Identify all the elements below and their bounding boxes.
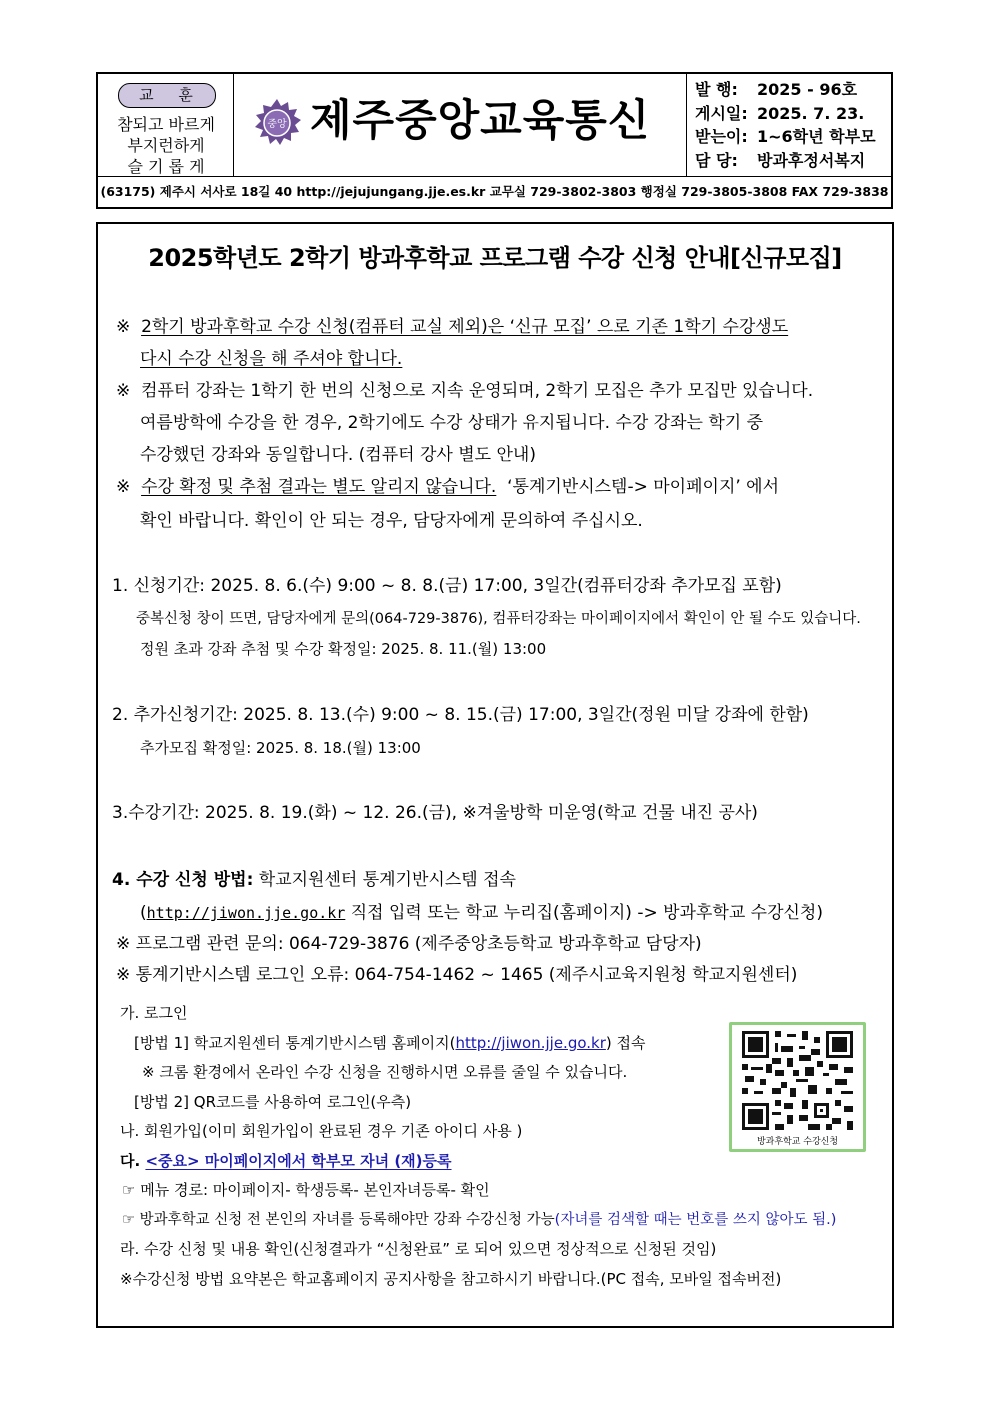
method-text: ) 접속 (605, 1034, 646, 1052)
step-da (120, 1150, 452, 1172)
newsletter-header (96, 72, 893, 209)
issue-row (695, 78, 876, 102)
section-1-heading: 1. 신청기간: 2025. 8. 6.(수) 9:00 ~ 8. 8.(금) 17:00, 3일간(컴퓨터강좌 추가모집 포함) (112, 576, 782, 596)
section-4-text: 학교지원센터 통계기반시스템 접속 (258, 870, 516, 890)
summary-note: ※수강신청 방법 요약본은 학교홈페이지 공지사항을 참고하시기 바랍니다.(PC 접속, 모바일 접속버전) (120, 1270, 782, 1288)
notice-title: 2025학년도 2학기 방과후학교 프로그램 수강 신청 안내[신규모집] (148, 244, 842, 272)
reference-mark: ※ (116, 477, 131, 497)
motto-line: 슬 기 롭 게 (127, 157, 205, 176)
chrome-note: ※ 크롬 환경에서 온라인 수강 신청을 진행하시면 오류를 줄일 수 있습니다. (142, 1063, 628, 1081)
login-method-1 (134, 1032, 646, 1054)
issue-row (695, 149, 876, 173)
newsletter-title-area (234, 74, 686, 176)
note-text: ☞ 방과후학교 신청 전 본인의 자녀를 등록해야만 강좌 수강신청 가능 (122, 1212, 555, 1228)
step-da-text: <중요> 마이페이지에서 학부모 자녀 (재)등록 (145, 1152, 452, 1170)
step-da-label: 다. (120, 1152, 141, 1170)
motto-line: 부지런하게 (127, 136, 205, 155)
section-2-heading: 2. 추가신청기간: 2025. 8. 13.(수) 9:00 ~ 8. 15.(금) 17:00, 3일간(정원 미달 강좌에 한함) (112, 705, 809, 725)
login-method-2: [방법 2] QR코드를 사용하여 로그인(우측) (134, 1093, 412, 1111)
section-2-line-2: 추가모집 확정일: 2025. 8. 18.(월) 13:00 (140, 739, 421, 757)
section-4-line-4: ※ 통계기반시스템 로그인 오류: 064-754-1462 ~ 1465 (제주시교육지원청 학교지원센터) (116, 965, 798, 985)
issue-info (686, 74, 891, 176)
issue-label: 발 행: (695, 80, 738, 99)
step-ga: 가. 로그인 (120, 1004, 188, 1022)
section-1-line-2: 중복신청 창이 뜨면, 담당자에게 문의(064-729-3876), 컴퓨터강좌는 마이페이지에서 확인이 안 될 수도 있습니다. (136, 611, 861, 627)
section-4-text: 직접 입력 또는 학교 누리집(홈페이지) -> 방과후학교 수강신청) (345, 903, 823, 923)
notice-body (96, 222, 894, 1328)
section-4-heading (112, 869, 516, 891)
note-2-line-1 (116, 380, 813, 402)
motto-line: 참되고 바르게 (117, 115, 215, 134)
motto-badge: 교 훈 (118, 83, 216, 108)
issue-value: 2025 - 96호 (757, 80, 858, 99)
issue-value: 방과후정서복지 (757, 150, 866, 170)
note-3-line-2: 확인 바랍니다. 확인이 안 되는 경우, 담당자에게 문의하여 주십시오. (140, 511, 643, 531)
note-2-line-3: 수강했던 강좌와 동일합니다. (컴퓨터 강사 별도 안내) (140, 445, 536, 465)
note-2-line-2: 여름방학에 수강을 한 경우, 2학기에도 수강 상태가 유지됩니다. 수강 강좌는 학기 중 (140, 413, 763, 433)
issue-label: 게시일: (695, 103, 748, 123)
qr-code-card[interactable] (729, 1022, 866, 1152)
child-registration-note (122, 1209, 836, 1231)
issue-value: 1~6학년 학부모 (757, 127, 876, 146)
school-logo-icon (252, 98, 302, 148)
jiwon-link[interactable]: http://jiwon.jje.go.kr (455, 1034, 606, 1052)
logo-text: 중앙 (267, 119, 287, 130)
issue-label: 담 당: (695, 150, 738, 170)
note-text: ‘통계기반시스템-> 마이페이지’ 에서 (507, 477, 780, 497)
note-3-line-1 (116, 476, 779, 498)
issue-label: 받는이: (695, 127, 748, 146)
qr-code-icon (742, 1031, 853, 1130)
school-motto (98, 74, 234, 176)
issue-row (695, 102, 876, 126)
school-address: (63175) 제주시 서사로 18길 40 http://jejujungang.jje.es.kr 교무실 729-3802-3803 행정실 729-3805-3808 FAX 729-3838 (98, 176, 891, 207)
section-4-line-2 (140, 902, 823, 924)
note-text-blue: (자녀를 검색할 때는 번호를 쓰지 않아도 됨.) (554, 1212, 837, 1228)
section-4-line-3: ※ 프로그램 관련 문의: 064-729-3876 (제주중앙초등학교 방과후학교 담당자) (116, 934, 702, 954)
section-1-line-3: 정원 초과 강좌 추첨 및 수강 확정일: 2025. 8. 11.(월) 13:00 (140, 640, 547, 658)
reference-mark: ※ (116, 317, 131, 337)
menu-path: ☞ 메뉴 경로: 마이페이지- 학생등록- 본인자녀등록- 확인 (122, 1181, 490, 1199)
note-text: 2학기 방과후학교 수강 신청(컴퓨터 교실 제외)은 ‘신규 모집’ 으로 기존 1학기 수강생도 (141, 317, 789, 337)
jiwon-link[interactable]: http://jiwon.jje.go.kr (146, 904, 346, 922)
issue-value: 2025. 7. 23. (757, 103, 865, 123)
note-text: 다시 수강 신청을 해 주셔야 합니다. (140, 349, 403, 369)
section-3-heading: 3.수강기간: 2025. 8. 19.(화) ~ 12. 26.(금), ※겨울방학 미운영(학교 건물 내진 공사) (112, 803, 758, 823)
qr-caption: 방과후학교 수강신청 (756, 1137, 839, 1147)
section-4-label: 4. 수강 신청 방법: (112, 870, 254, 890)
step-na: 나. 회원가입(이미 회원가입이 완료된 경우 기존 아이디 사용 ) (120, 1122, 523, 1140)
note-text: 컴퓨터 강좌는 1학기 한 번의 신청으로 지속 운영되며, 2학기 모집은 추가 모집만 있습니다. (141, 381, 814, 401)
newsletter-name: 제주중앙교육통신 (310, 96, 651, 146)
paren-open: ( (140, 903, 147, 923)
note-1-line-2 (140, 348, 402, 370)
issue-row (695, 125, 876, 149)
reference-mark: ※ (116, 381, 131, 401)
note-text: 수강 확정 및 추첨 결과는 별도 알리지 않습니다. (141, 477, 497, 497)
note-1-line-1 (116, 316, 788, 338)
step-ra: 라. 수강 신청 및 내용 확인(신청결과가 “신청완료” 로 되어 있으면 정상적으로 신청된 것임) (120, 1240, 717, 1258)
method-text: [방법 1] 학교지원센터 통계기반시스템 홈페이지( (134, 1034, 456, 1052)
